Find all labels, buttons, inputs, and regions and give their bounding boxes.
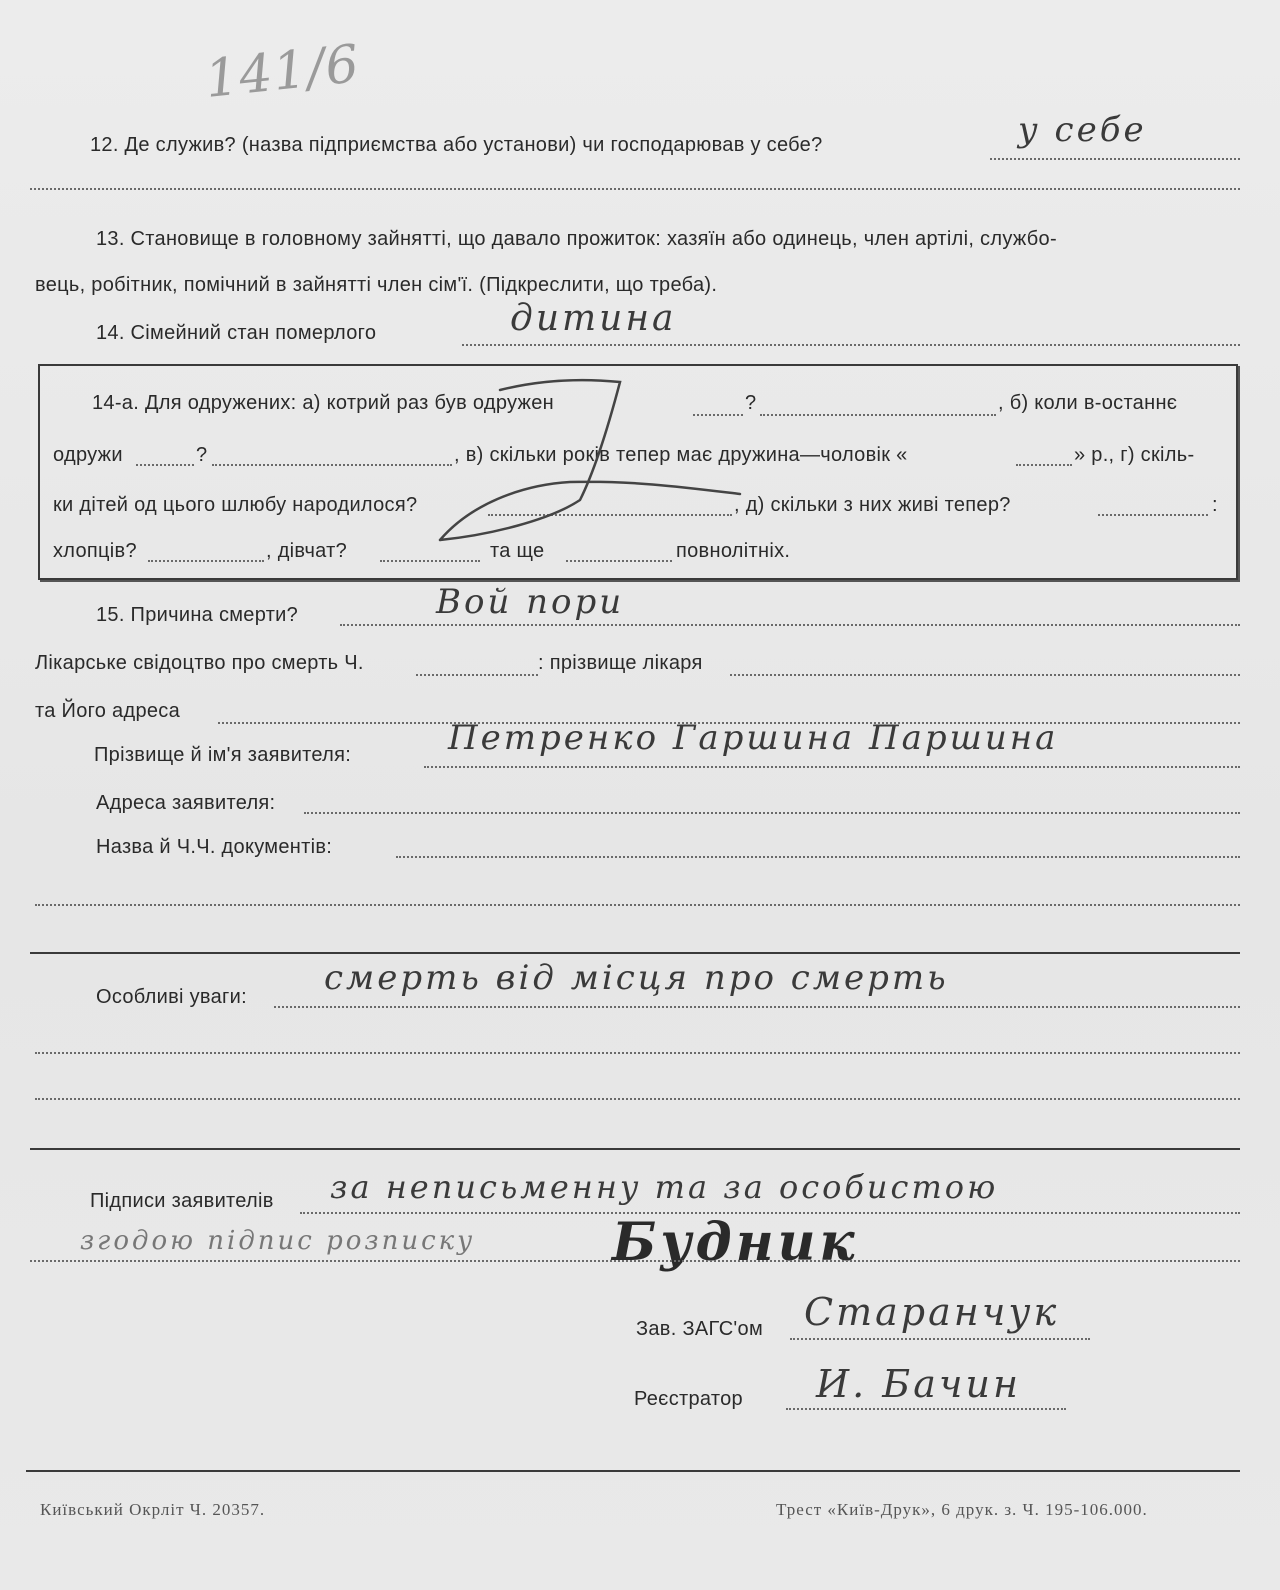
q15-answer: Вой пори [436,582,625,622]
q14a-dots-4c [566,560,672,562]
q14a-dots-1b [760,414,996,416]
q14a-dots-3b [1098,514,1208,516]
q14a-l3c: : [1212,494,1218,516]
signatures-line-2 [30,1260,1240,1262]
q14a-dots-2a [136,464,194,466]
signatures-label: Підписи заявителів [90,1190,274,1212]
q14a-l4b: , дівчат? [266,540,348,562]
q14a-l4d: повнолітніх. [676,540,791,562]
registrar-label: Реєстратор [634,1388,743,1410]
q12-label: 12. Де служив? (назва підприємства або установи) чи господарював у себе? [90,134,823,156]
zags-head-label: Зав. ЗАГС'ом [636,1318,764,1340]
archive-stamp: 141/6 [202,34,363,110]
q14a-l3a: ки дітей од цього шлюбу народилося? [53,494,418,516]
q14-label: 14. Сімейний стан померлого [96,322,377,344]
divider-1 [30,952,1240,954]
cert-doctor-label: : прізвище лікаря [538,652,703,674]
q14a-l2c: , в) скільки років тепер має дружина—чоловік « [454,444,908,466]
applicant-name-label: Прізвище й ім'я заявителя: [94,744,352,766]
q14a-dots-2c [1016,464,1072,466]
documents-line-2 [35,904,1240,906]
q14a-l1c: , б) коли в-останнє [998,392,1178,414]
registrar-signature: И. Бачин [816,1362,1022,1406]
q14a-l2d: » р., г) скіль- [1074,444,1195,466]
footer-right: Трест «Київ-Друк», 6 друк. з. Ч. 195-106.000. [776,1500,1148,1519]
applicant-name-value: Петренко Гаршина Паршина [448,718,1059,758]
q14a-l1b: ? [745,392,757,414]
q14a-dots-4a [148,560,264,562]
cert-label: Лікарське свідоцтво про смерть Ч. [35,652,364,674]
remarks-line [274,1006,1240,1008]
applicant-name-line [424,766,1240,768]
q15-label: 15. Причина смерти? [96,604,299,626]
remarks-line-2 [35,1052,1240,1054]
zags-head-line [790,1338,1090,1340]
signatures-line2: згодою підпис розписку [80,1226,476,1256]
q13-line1: 13. Становище в головному зайнятті, що давало прожиток: хазяїн або одинець, член артілі, службо- [96,228,1057,250]
signatures-line1: за неписьменну та за особистою [330,1168,999,1206]
q13-line2: вець, робітник, помічний в зайнятті член сім'ї. (Підкреслити, що треба). [35,274,718,296]
q14a-dots-4b [380,560,480,562]
remarks-value: смерть від місця про смерть [324,958,949,998]
divider-2 [30,1148,1240,1150]
q15-line [340,624,1240,626]
applicant-address-line [304,812,1240,814]
q14a-l2a: одружи [53,444,123,466]
q14a-l1a: 14-а. Для одружених: а) котрий раз був одружен [92,392,555,414]
footer-left: Київський Окрліт Ч. 20357. [40,1500,266,1519]
remarks-label: Особливі уваги: [96,986,247,1008]
q14-line [462,344,1240,346]
q14a-l2b: ? [196,444,208,466]
q12-line-2 [30,188,1240,190]
signer-signature: Будник [612,1212,859,1273]
q14a-l3b: , д) скільки з них живі тепер? [734,494,1011,516]
zags-head-signature: Старанчук [804,1290,1060,1334]
documents-label: Назва й Ч.Ч. документів: [96,836,333,858]
registrar-line [786,1408,1066,1410]
q14a-l4c: та ще [490,540,545,562]
remarks-line-3 [35,1098,1240,1100]
divider-3 [26,1470,1240,1472]
cert-doctor-line [730,674,1240,676]
q14a-l4a: хлопців? [53,540,137,562]
q12-line [990,158,1240,160]
cert-number-line [416,674,538,676]
q12-answer: у себе [1018,110,1147,150]
doctor-address-label: та Його адреса [35,700,181,722]
documents-line [396,856,1240,858]
q14-answer: дитина [510,298,677,339]
q14a-strike-mark [380,370,760,550]
applicant-address-label: Адреса заявителя: [96,792,276,814]
